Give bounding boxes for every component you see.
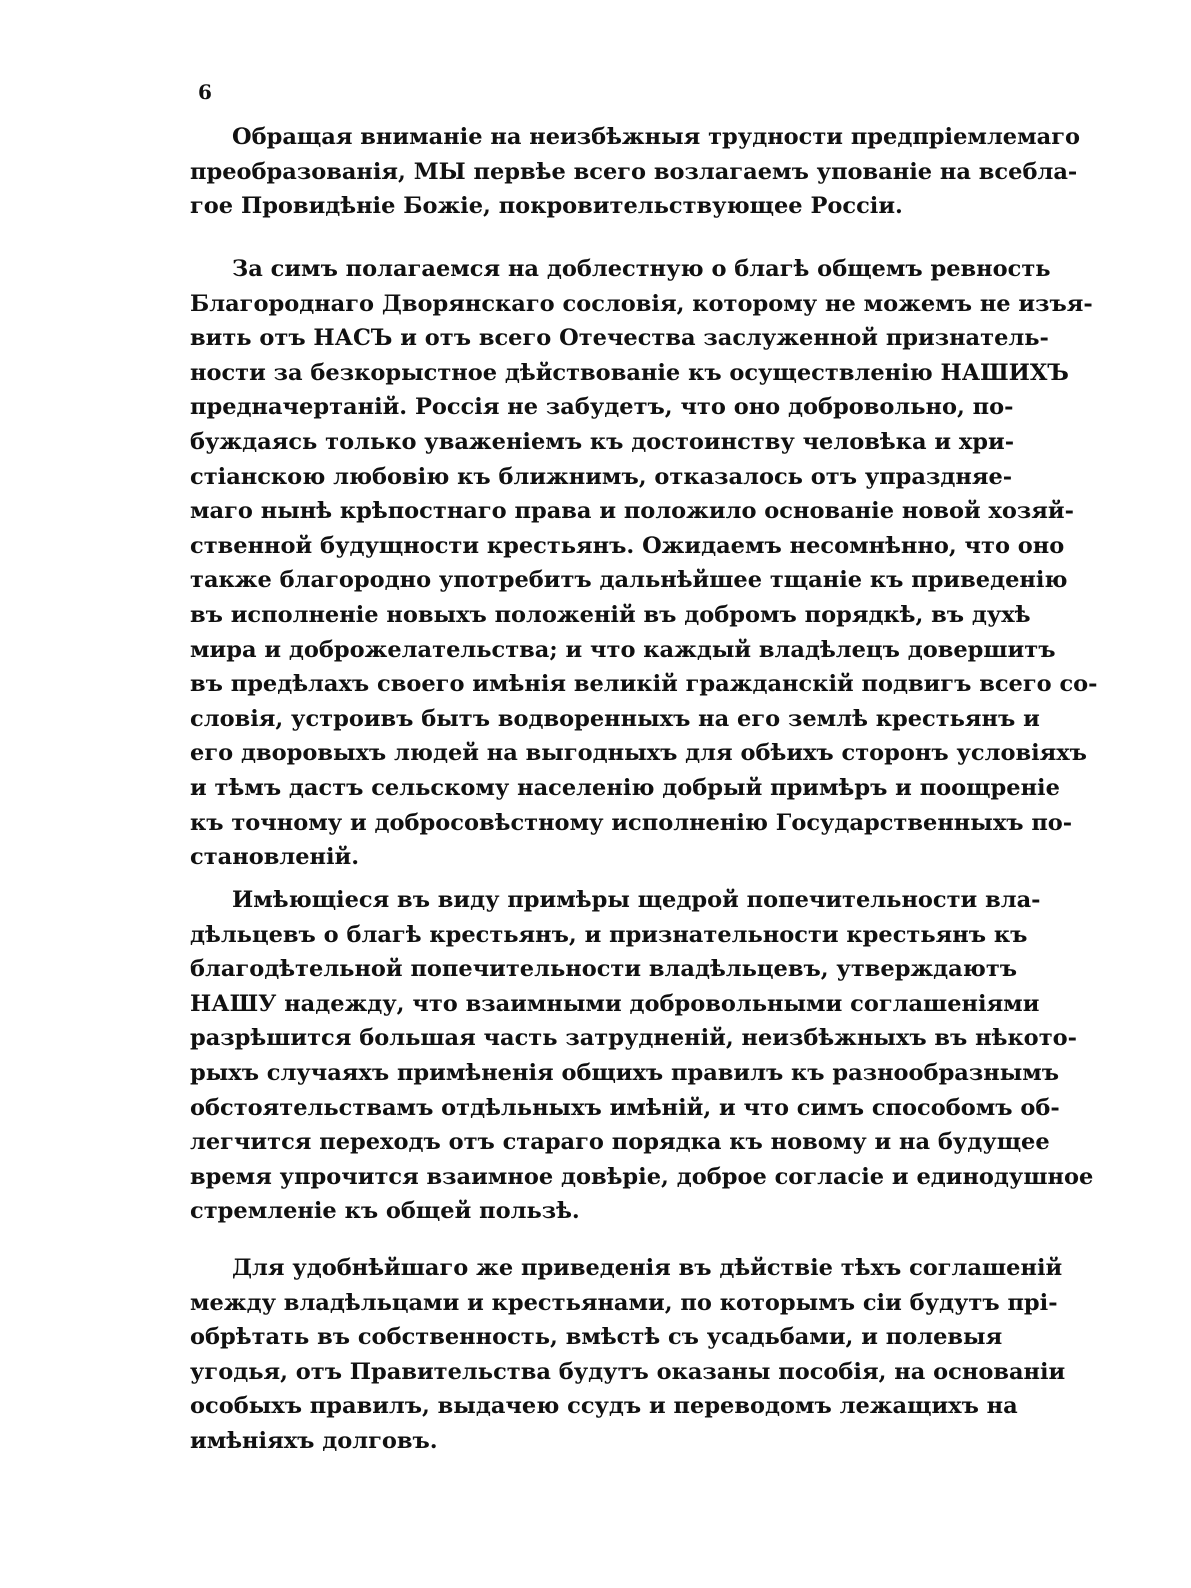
text-line: также благородно употребитъ дальнѣйшее тщаніе къ приведенію: [190, 567, 1068, 594]
paragraph-4: [190, 1251, 1066, 1459]
text-line: въ предѣлахъ своего имѣнія великій гражданскій подвигъ всего со-: [190, 671, 1098, 698]
text-line: предначертаній. Россія не забудетъ, что оно добровольно, по-: [190, 394, 1014, 421]
text-line: рыхъ случаяхъ примѣненія общихъ правилъ къ разнообразнымъ: [190, 1059, 1060, 1086]
text-line: угодья, отъ Правительства будутъ оказаны пособія, на основаніи: [190, 1358, 1066, 1385]
text-line: становленій.: [190, 844, 360, 871]
text-line: особыхъ правилъ, выдачею ссудъ и переводомъ лежащихъ на: [190, 1393, 1018, 1420]
text-line: Благороднаго Дворянскаго сословія, которому не можемъ не изъя-: [190, 290, 1093, 317]
text-line: Имѣющіеся въ виду примѣры щедрой попечительности вла-: [232, 887, 1041, 913]
text-line: дѣльцевъ о благѣ крестьянъ, и признательности крестьянъ къ: [190, 921, 1028, 948]
text-line: мира и доброжелательства; и что каждый владѣлецъ довершитъ: [190, 636, 1056, 663]
text-line: обстоятельствамъ отдѣльныхъ имѣній, и что симъ способомъ об-: [190, 1094, 1060, 1121]
text-line: обрѣтать въ собственность, вмѣстѣ съ усадьбами, и полевыя: [190, 1324, 1003, 1351]
text-line: гое Провидѣніе Божіе, покровительствующее Россіи.: [190, 193, 903, 220]
text-line: Для удобнѣйшаго же приведенія въ дѣйствіе тѣхъ соглашеній: [232, 1255, 1063, 1281]
text-line: маго нынѣ крѣпостнаго права и положило основаніе новой хозяй-: [190, 498, 1074, 525]
text-line: стремленіе къ общей пользѣ.: [190, 1198, 580, 1225]
text-line: легчится переходъ отъ стараго порядка къ новому и на будущее: [190, 1129, 1050, 1156]
text-line: Обращая вниманіе на неизбѣжныя трудности предпріемлемаго: [232, 124, 1081, 150]
paragraph-1: [190, 120, 1081, 224]
text-line: между владѣльцами и крестьянами, по которымъ сіи будутъ прі-: [190, 1289, 1058, 1316]
text-line: вить отъ НАСЪ и отъ всего Отечества заслуженной признатель-: [190, 325, 1049, 352]
text-line: благодѣтельной попечительности владѣльцевъ, утверждаютъ: [190, 956, 1018, 983]
text-line: къ точному и добросовѣстному исполненію Государственныхъ по-: [190, 809, 1073, 836]
page-number: 6: [198, 80, 212, 104]
text-line: преобразованія, МЫ первѣе всего возлагаемъ упованіе на всебла-: [190, 158, 1078, 185]
text-line: ности за безкорыстное дѣйствованіе къ осуществленію НАШИХЪ: [190, 359, 1069, 386]
text-line: ственной будущности крестьянъ. Ожидаемъ несомнѣнно, что оно: [190, 532, 1065, 559]
text-line: НАШУ надежду, что взаимными добровольными соглашеніями: [190, 990, 1040, 1017]
text-line: время упрочится взаимное довѣріе, доброе согласіе и единодушное: [190, 1163, 1094, 1190]
text-line: За симъ полагаемся на доблестную о благѣ общемъ ревность: [232, 256, 1051, 282]
text-line: буждаясь только уваженіемъ къ достоинству человѣка и хри-: [190, 428, 1015, 455]
text-line: и тѣмъ дастъ сельскому населенію добрый примѣръ и поощреніе: [190, 774, 1060, 801]
text-line: разрѣшится большая часть затрудненій, неизбѣжныхъ въ нѣкото-: [190, 1025, 1077, 1052]
text-line: въ исполненіе новыхъ положеній въ добромъ порядкѣ, въ духѣ: [190, 601, 1031, 628]
text-line: стіанскою любовію къ ближнимъ, отказалось отъ упраздняе-: [190, 463, 1013, 490]
text-line: его дворовыхъ людей на выгодныхъ для обѣихъ сторонъ условіяхъ: [190, 740, 1087, 767]
paragraph-3: [190, 883, 1094, 1229]
text-line: имѣніяхъ долговъ.: [190, 1427, 438, 1454]
text-line: словія, устроивъ бытъ водворенныхъ на его землѣ крестьянъ и: [190, 705, 1040, 732]
paragraph-2: [190, 252, 1098, 875]
